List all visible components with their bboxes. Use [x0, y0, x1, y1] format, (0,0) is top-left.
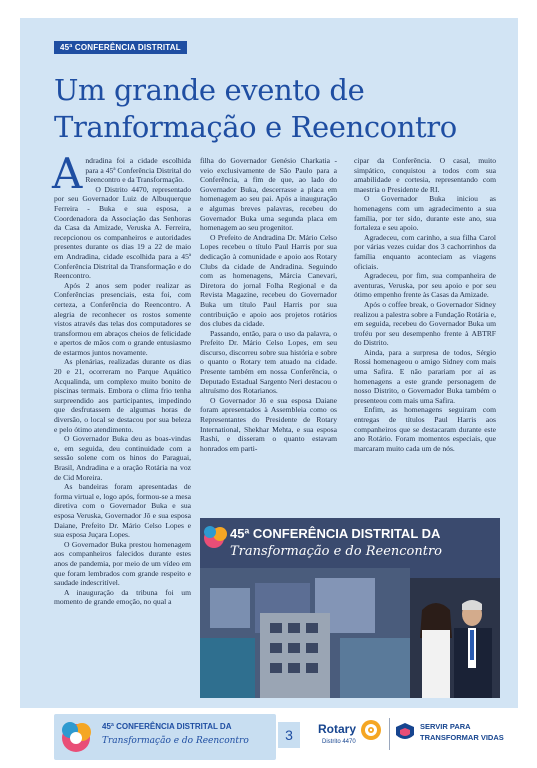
- rotary-wordmark: Rotary: [318, 722, 357, 736]
- paragraph: O Prefeito de Andradina Dr. Mário Celso Lopes recebeu o título Paul Harris por sua dedicação à comunidade e apoio aos Rotary Clubs da cidade de Andradina. Seguindo com as homenagens, Márcia Canevari, Diretora do jornal Folha Regional e da Revista Magazine, recebeu do Governador Buka um título Paul Harris por sua contribuição e apoio aos projetos rotários dos clubes da cidade.: [200, 232, 337, 329]
- article-column-2: [200, 156, 337, 453]
- footer-banner-subtitle: Transformação e do Reencontro: [102, 736, 249, 746]
- paragraph: O Governador Buka prestou homenagem aos companheiros falecidos durante estes anos de pandemia, por meio de um vídeo em que foram lembrados com grande respeito e saudade indescritível.: [54, 539, 191, 588]
- paragraph: As bandeiras foram apresentadas de forma virtual e, logo após, formou-se a mesa diretiva com o Governador Buka e sua esposa Veruska, Governador Jô e sua esposa Daiane, Prefeito Dr. Mário Celso Lopes e sua esposa Juçara Lopes.: [54, 482, 191, 540]
- paragraph: Enfim, as homenagens seguiram com entregas de títulos Paul Harris aos companheiros que se destacaram durante este ano Rotário. Foram momentos especiais, que marcaram muito cada um de nós.: [354, 405, 496, 453]
- article-column-1: [52, 149, 191, 607]
- serve-slogan-line-1: SERVIR PARA: [420, 722, 471, 731]
- page-footer: [0, 708, 537, 768]
- footer-divider: [389, 718, 390, 750]
- serve-logo-icon: [394, 721, 416, 745]
- paragraph: O Governador Jô e sua esposa Daiane foram apresentados à Assembleia como os Representantes do Presidente de Rotary International, Shekhar Mehta, e sua esposa Rashi, e disseram o quanto estavam honrados em parti-: [200, 395, 337, 453]
- photo-banner-title: 45ª CONFERÊNCIA DISTRITAL DA: [230, 526, 441, 541]
- rotary-wheel-icon: [360, 719, 382, 741]
- event-photo: [200, 518, 500, 698]
- article-column-3: [354, 156, 496, 453]
- paragraph: Após o coffee break, o Governador Sidney realizou a palestra sobre a Fundação Rotária e, em seguida, recebeu do Governador Buka um troféu por seu desempenho frente à ABTRF do Distrito.: [354, 299, 496, 348]
- paragraph: A inauguração da tribuna foi um momento de grande emoção, no qual a: [54, 587, 191, 607]
- paragraph: cipar da Conferência. O casal, muito simpático, conquistou a todos com sua amabilidade e cortesia, representando com maestria o Presidente de RI.: [354, 156, 496, 194]
- photo-banner-subtitle: Transformação e do Reencontro: [230, 544, 442, 559]
- paragraph: Passando, então, para o uso da palavra, o Prefeito Dr. Mário Celso Lopes, em seu discurso, discorreu sobre sua história e sobre o quanto o Rotary tem atuado na cidade. Presente também em nossa Conferência, o Deputado Estadual Sargento Neri destacou o altruísmo dos Rotarianos.: [200, 328, 337, 396]
- paragraph: O Governador Buka deu as boas-vindas e, em seguida, deu continuidade com a sessão solene com os hinos do Paraguai, Brasil, Andradina e a oração Rotária na voz de Cid Moreira.: [54, 434, 191, 482]
- paragraph: ndradina foi a cidade escolhida para a 45ª Conferência Distrital do Reencontro e da Transformação.: [85, 156, 191, 185]
- paragraph: As plenárias, realizadas durante os dias 20 e 21, ocorreram no Parque Aquático Acqualinda, um complexo muito bonito de piscinas termais. Embora o clima frio tenha surpreendido aos participantes, impedindo que desfrutassem de algumas horas de diversão, o local se destacou por sua beleza e pelo ótimo atendimento.: [54, 357, 191, 434]
- page-number: 3: [278, 722, 300, 748]
- paragraph: Agradeceu, por fim, sua companheira de aventuras, Veruska, por seu apoio e por seu ótimo empenho frente às Casas da Amizade.: [354, 271, 496, 300]
- conference-logo-icon: [58, 714, 98, 760]
- paragraph: O Governador Buka iniciou as homenagens com um agradecimento a sua família, por ter sido, durante este ano, sua fortaleza e seu apoio.: [354, 194, 496, 233]
- paragraph: Após 2 anos sem poder realizar as Conferências presenciais, esta foi, com certeza, a Conferência do Reencontro. A alegria de reconhecer os rostos somente vistos através das telas dos computadores se transformou em abraços cheios de felicidade e apertos de mãos com o grande entusiasmo de estarmos juntos novamente.: [54, 280, 191, 357]
- footer-conference-banner: [54, 714, 276, 760]
- paragraph: Ainda, para a surpresa de todos, Sérgio Rossi homenageou o amigo Sidney com mais uma Safira. E não parariam por aí as homenagens a este grande personagem de nosso Distrito, o Governador Buka também o presenteou com mais uma Safira.: [354, 347, 496, 405]
- section-tag: 45ª CONFERÊNCIA DISTRITAL: [54, 41, 187, 54]
- serve-slogan-line-2: TRANSFORMAR VIDAS: [420, 733, 504, 742]
- paragraph: O Distrito 4470, representado por seu Governador Luiz de Albuquerque Ferreira - Buka e sua esposa, a Coordenadora da Associação das Senhoras da Casa da Amizade, Veruska A. Ferreira, recepcionou os companheiros e autoridades presentes durante os dias 19 a 22 de maio em Andradina, cidade escolhida para a 45ª Conferência Distrital da Transformação e do Reencontro.: [54, 184, 191, 281]
- drop-cap: A: [52, 149, 83, 198]
- article-title: [54, 72, 514, 146]
- paragraph: filha do Governador Genésio Charkatia - veio exclusivamente de São Paulo para a Conferência, a fim de que, ao lado do Governador Buka, descerrasse a placa em homenagem ao seu pai. Após a inauguração e algumas breves palavras, recebeu do Governador Buka uma segunda placa em homenagem ao seu progenitor.: [200, 156, 337, 233]
- article-title-line-2: Tranformação e Reencontro: [54, 110, 457, 144]
- rotary-district: Distrito 4470: [322, 739, 356, 745]
- article-title-line-1: Um grande evento de: [54, 73, 365, 107]
- paragraph: Agradeceu, com carinho, a sua filha Carol por várias vezes cuidar dos 3 cachorrinhos da família enquanto aconteciam as viagens oficiais.: [354, 232, 496, 271]
- footer-banner-title: 45ª CONFERÊNCIA DISTRITAL DA: [102, 722, 232, 731]
